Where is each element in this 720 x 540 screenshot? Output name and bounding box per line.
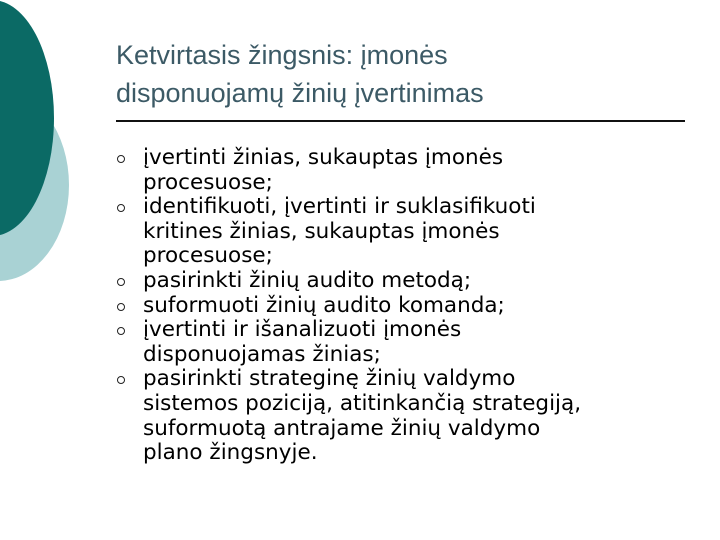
hollow-circle-bullet-icon [117,155,125,163]
bullet-line: plano žingsnyje. [143,440,318,466]
bullet-list [116,146,696,466]
bullet-line: suformuoti žinių audito komanda; [143,292,505,318]
bullet-line: sistemos poziciją, atitinkančią strategiją, [143,390,582,416]
bullet-line: pasirinkti žinių audito metodą; [143,267,472,293]
bullet-line: kritines žinias, sukauptas įmonės [143,218,500,244]
bullet-line: disponuojamas žinias; [143,341,381,367]
bullet-line: identifikuoti, įvertinti ir suklasifikuoti [143,194,536,220]
hollow-circle-bullet-icon [117,376,125,384]
hollow-circle-bullet-icon [117,327,125,335]
title-underline [116,120,685,122]
bullet-line: pasirinkti strateginę žinių valdymo [143,366,516,392]
bullet-item [116,195,696,269]
bullet-line: įvertinti ir išanalizuoti įmonės [143,317,462,343]
hollow-circle-bullet-icon [117,303,125,311]
bullet-line: procesuose; [143,243,273,269]
bullet-item [116,367,696,465]
hollow-circle-bullet-icon [117,204,125,212]
bullet-item [116,269,696,294]
title-line-2: disponuojamų žinių įvertinimas [116,78,484,108]
bullet-line: įvertinti žinias, sukauptas įmonės [143,145,504,170]
bullet-line: procesuose; [143,169,273,195]
title-line-1: Ketvirtasis žingsnis: įmonės [116,40,448,70]
bullet-line: suformuotą antrajame žinių valdymo [143,415,541,441]
hollow-circle-bullet-icon [117,278,125,286]
decorative-circles [0,0,100,290]
bullet-item [116,146,696,195]
bullet-item [116,318,696,367]
slide-title [116,36,696,112]
bullet-item [116,294,696,319]
